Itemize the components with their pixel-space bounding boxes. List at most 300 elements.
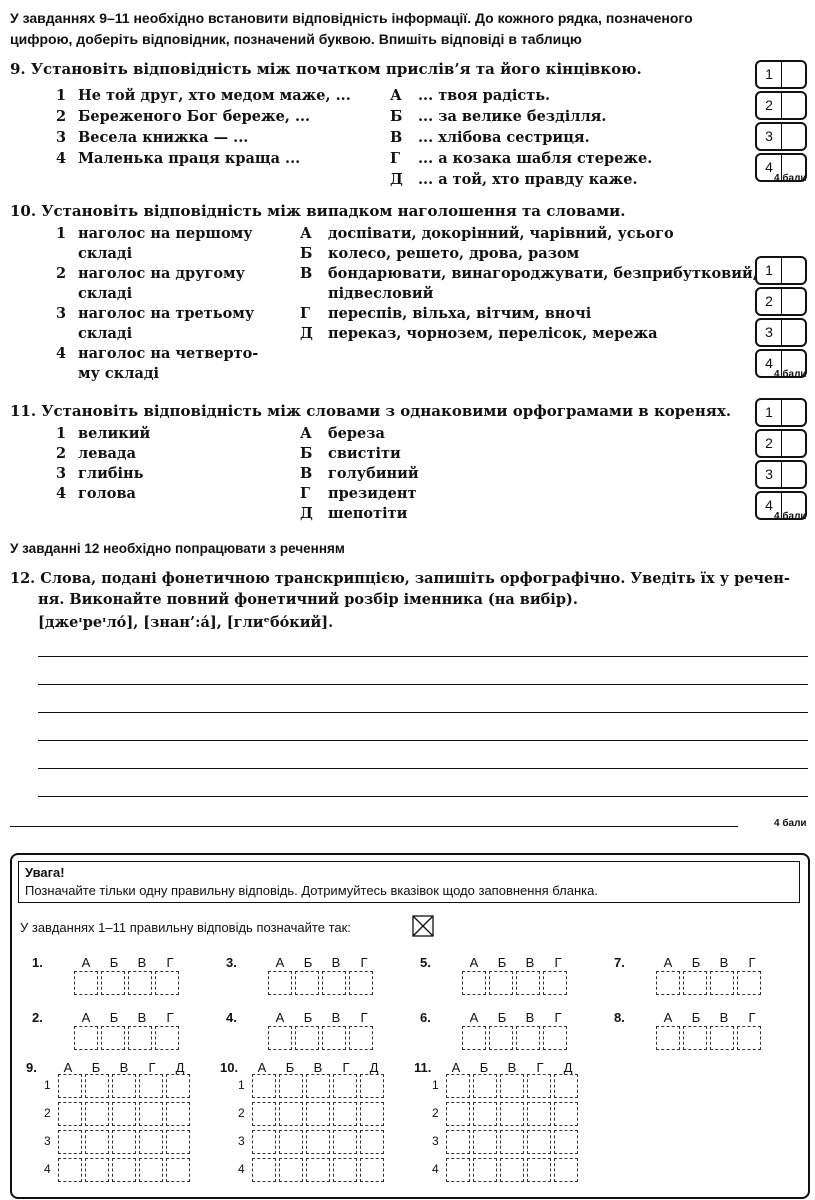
item-text: Весела книжка — ...: [78, 129, 249, 146]
item-text: наголос на другому: [78, 265, 245, 282]
answer-checkbox[interactable]: [139, 1130, 163, 1154]
answer-cell[interactable]: [755, 122, 807, 151]
answer-row-number: 3: [238, 1134, 245, 1148]
answer-letter: В: [331, 955, 341, 970]
answer-checkbox[interactable]: [85, 1074, 109, 1098]
answer-checkbox[interactable]: [128, 1026, 152, 1050]
answer-checkbox[interactable]: [306, 1074, 330, 1098]
answer-letter: Г: [148, 1060, 156, 1075]
answer-row-number: 3: [757, 124, 782, 149]
answer-letter: В: [525, 1010, 535, 1025]
answer-letters: [248, 1060, 388, 1075]
answer-checkbox[interactable]: [554, 1074, 578, 1098]
item-text: президент: [328, 485, 417, 502]
answer-checkbox[interactable]: [554, 1130, 578, 1154]
answer-letter: Б: [497, 955, 507, 970]
answer-row-number: 2: [757, 431, 782, 456]
answer-letters: [266, 955, 378, 970]
item-text: левада: [78, 445, 136, 462]
answer-line[interactable]: [10, 826, 738, 827]
answer-checkbox[interactable]: [527, 1130, 551, 1154]
answer-row-number: 4: [757, 493, 782, 518]
answer-letter: В: [719, 955, 729, 970]
answer-checkbox[interactable]: [279, 1158, 303, 1182]
item-letter: В: [300, 265, 313, 282]
answer-letter: А: [663, 1010, 673, 1025]
item-number: 1: [56, 425, 67, 442]
question-12-line2: ня. Виконайте повний фонетичний розбір іменника (на вибір).: [38, 591, 578, 608]
answer-checkbox[interactable]: [710, 971, 734, 995]
item-text: ... хлібова сестриця.: [418, 129, 590, 146]
answer-checkbox[interactable]: [516, 971, 540, 995]
item-text: великий: [78, 425, 151, 442]
answer-row-number: 4: [757, 155, 782, 180]
question-12-line1: 12. Слова, подані фонетичною транскрипцією, запишіть орфографічно. Уведіть їх у речен-: [10, 570, 790, 587]
answer-letter: Б: [285, 1060, 295, 1075]
answer-letter: А: [81, 955, 91, 970]
answer-letters: [460, 955, 572, 970]
answer-row-number: 1: [238, 1078, 245, 1092]
item-letter: Г: [300, 485, 311, 502]
answer-checkbox[interactable]: [279, 1102, 303, 1126]
answer-cell[interactable]: [755, 91, 807, 120]
item-letter: Б: [300, 245, 313, 262]
answer-checkbox[interactable]: [554, 1102, 578, 1126]
answer-box-row: [74, 971, 182, 995]
answer-row-number: 4: [44, 1162, 51, 1176]
item-letter: А: [300, 425, 312, 442]
answer-checkbox[interactable]: [489, 1026, 513, 1050]
answer-checkbox[interactable]: [112, 1158, 136, 1182]
answer-letter: Б: [109, 1010, 119, 1025]
item-text: Береженого Бог береже, ...: [78, 108, 311, 125]
answer-letter: В: [313, 1060, 323, 1075]
answer-checkbox[interactable]: [306, 1102, 330, 1126]
answer-checkbox[interactable]: [737, 1026, 761, 1050]
answer-letter: В: [331, 1010, 341, 1025]
answer-checkbox[interactable]: [349, 971, 373, 995]
crossed-box-icon: [412, 915, 434, 937]
answer-row-number: 1: [757, 400, 782, 425]
answer-cell[interactable]: [755, 398, 807, 427]
item-text: глибінь: [78, 465, 144, 482]
item-text: свистіти: [328, 445, 401, 462]
answer-checkbox[interactable]: [500, 1158, 524, 1182]
answer-checkbox[interactable]: [166, 1130, 190, 1154]
item-letter: А: [300, 225, 312, 242]
answer-box-row: [58, 1102, 193, 1126]
answer-box-q11[interactable]: [755, 398, 807, 522]
answer-letter: Г: [360, 1010, 368, 1025]
answer-checkbox[interactable]: [473, 1130, 497, 1154]
answer-letters: [654, 1010, 766, 1025]
answer-checkbox[interactable]: [112, 1074, 136, 1098]
answer-checkbox[interactable]: [85, 1158, 109, 1182]
answer-checkbox[interactable]: [58, 1158, 82, 1182]
answer-group-number: 2.: [32, 1010, 43, 1025]
answer-letter: Д: [563, 1060, 573, 1075]
answer-group-number: 8.: [614, 1010, 625, 1025]
question-10-title: 10. Установіть відповідність між випадком наголошення та словами.: [10, 202, 626, 220]
answer-letter: А: [451, 1060, 461, 1075]
answer-letter: Г: [554, 955, 562, 970]
item-number: 1: [56, 87, 67, 104]
answer-letter: А: [81, 1010, 91, 1025]
answer-checkbox[interactable]: [516, 1026, 540, 1050]
answer-checkbox[interactable]: [139, 1158, 163, 1182]
item-text: ... а той, хто правду каже.: [418, 171, 638, 188]
item-text: переказ, чорнозем, перелісок, мережа: [328, 325, 658, 342]
answer-row-number: 2: [757, 289, 782, 314]
item-text: підвесловий: [328, 285, 434, 302]
item-text: наголос на четверто-: [78, 345, 259, 362]
answer-letters: [54, 1060, 194, 1075]
answer-checkbox[interactable]: [737, 971, 761, 995]
answer-checkbox[interactable]: [58, 1102, 82, 1126]
item-text: голова: [78, 485, 136, 502]
mark-instruction: У завданнях 1–11 правильну відповідь позначайте так:: [20, 920, 351, 935]
answer-checkbox[interactable]: [360, 1130, 384, 1154]
answer-checkbox[interactable]: [58, 1130, 82, 1154]
item-text: складі: [78, 245, 133, 262]
answer-checkbox[interactable]: [279, 1130, 303, 1154]
answer-letter: Г: [166, 1010, 174, 1025]
answer-letter: Г: [536, 1060, 544, 1075]
item-text: наголос на першому: [78, 225, 253, 242]
answer-checkbox[interactable]: [500, 1102, 524, 1126]
answer-checkbox[interactable]: [58, 1074, 82, 1098]
item-letter: Д: [300, 325, 313, 342]
points-q11: 4 бали: [774, 511, 807, 522]
answer-checkbox[interactable]: [74, 971, 98, 995]
answer-checkbox[interactable]: [360, 1102, 384, 1126]
answer-row-number: 3: [757, 320, 782, 345]
answer-row-number: 2: [432, 1106, 439, 1120]
answer-box-row: [656, 971, 764, 995]
item-letter: В: [300, 465, 313, 482]
answer-box-row: [252, 1158, 387, 1182]
answer-checkbox[interactable]: [333, 1074, 357, 1098]
item-number: 2: [56, 108, 67, 125]
answer-cell[interactable]: [755, 287, 807, 316]
answer-row-number: 4: [757, 351, 782, 376]
answer-checkbox[interactable]: [295, 1026, 319, 1050]
answer-box-row: [252, 1102, 387, 1126]
answer-letter: Д: [175, 1060, 185, 1075]
answer-checkbox[interactable]: [500, 1074, 524, 1098]
answer-sheet-panel: [10, 853, 810, 1199]
answer-line[interactable]: [38, 740, 808, 741]
answer-box-row: [462, 1026, 570, 1050]
item-text: шепотіти: [328, 505, 408, 522]
answer-checkbox[interactable]: [85, 1102, 109, 1126]
answer-letters: [442, 1060, 582, 1075]
answer-checkbox[interactable]: [112, 1130, 136, 1154]
answer-letter: Б: [691, 955, 701, 970]
answer-letter: Б: [109, 955, 119, 970]
answer-box-row: [58, 1130, 193, 1154]
answer-box-row: [252, 1130, 387, 1154]
answer-letter: Б: [303, 955, 313, 970]
points-q12: 4 бали: [774, 818, 807, 829]
answer-group-number: 10.: [220, 1060, 239, 1075]
item-letter: Б: [390, 108, 403, 125]
answer-letter: Б: [497, 1010, 507, 1025]
answer-group-number: 7.: [614, 955, 625, 970]
answer-cell[interactable]: [755, 318, 807, 347]
item-number: 4: [56, 345, 67, 362]
item-text: наголос на третьому: [78, 305, 255, 322]
answer-group-number: 5.: [420, 955, 431, 970]
answer-checkbox[interactable]: [268, 971, 292, 995]
answer-checkbox[interactable]: [101, 971, 125, 995]
answer-checkbox[interactable]: [446, 1130, 470, 1154]
answer-row-number: 3: [44, 1134, 51, 1148]
item-text: складі: [78, 325, 133, 342]
answer-checkbox[interactable]: [473, 1102, 497, 1126]
answer-checkbox[interactable]: [295, 971, 319, 995]
answer-checkbox[interactable]: [128, 971, 152, 995]
answer-letter: Г: [360, 955, 368, 970]
item-text: ... а козака шабля стереже.: [418, 150, 653, 167]
answer-checkbox[interactable]: [683, 1026, 707, 1050]
item-text: складі: [78, 285, 133, 302]
answer-checkbox[interactable]: [252, 1130, 276, 1154]
answer-checkbox[interactable]: [360, 1158, 384, 1182]
answer-checkbox[interactable]: [166, 1158, 190, 1182]
answer-row-number: 1: [44, 1078, 51, 1092]
answer-letter: А: [663, 955, 673, 970]
question-11-title: 11. Установіть відповідність між словами з однаковими орфограмами в коренях.: [10, 402, 732, 420]
answer-letter: А: [469, 955, 479, 970]
answer-letter: Г: [748, 955, 756, 970]
answer-checkbox[interactable]: [252, 1102, 276, 1126]
answer-line[interactable]: [38, 796, 808, 797]
answer-letter: Г: [166, 955, 174, 970]
answer-row-number: 3: [757, 462, 782, 487]
answer-checkbox[interactable]: [166, 1102, 190, 1126]
item-text: му складі: [78, 365, 160, 382]
item-text: доспівати, докорінний, чарівний, усього: [328, 225, 674, 242]
answer-letter: Б: [479, 1060, 489, 1075]
answer-letter: В: [137, 955, 147, 970]
item-text: голубиний: [328, 465, 419, 482]
item-letter: Д: [300, 505, 313, 522]
answer-checkbox[interactable]: [155, 1026, 179, 1050]
answer-checkbox[interactable]: [155, 971, 179, 995]
answer-checkbox[interactable]: [446, 1158, 470, 1182]
answer-box-row: [268, 1026, 376, 1050]
answer-row-number: 2: [44, 1106, 51, 1120]
item-number: 4: [56, 150, 67, 167]
item-text: береза: [328, 425, 385, 442]
answer-cell[interactable]: [755, 429, 807, 458]
answer-checkbox[interactable]: [527, 1102, 551, 1126]
answer-checkbox[interactable]: [306, 1158, 330, 1182]
answer-checkbox[interactable]: [112, 1102, 136, 1126]
item-text: переспів, вільха, вітчим, вночі: [328, 305, 592, 322]
answer-row-number: 2: [757, 93, 782, 118]
answer-checkbox[interactable]: [462, 971, 486, 995]
section-header-12: У завданні 12 необхідно попрацювати з реченням: [10, 541, 345, 556]
item-letter: А: [390, 87, 402, 104]
section-header-9-11: У завданнях 9–11 необхідно встановити відповідність інформації. До кожного рядка, позначеного цифрою, доберіть відповідник, позначений буквою. Впишіть відповіді в таблицю: [10, 10, 693, 47]
answer-row-number: 4: [238, 1162, 245, 1176]
answer-box-row: [656, 1026, 764, 1050]
answer-checkbox[interactable]: [322, 1026, 346, 1050]
item-text: Не той друг, хто медом маже, ...: [78, 87, 351, 104]
answer-checkbox[interactable]: [656, 1026, 680, 1050]
notice-title: Увага!: [25, 865, 65, 880]
answer-letter: В: [507, 1060, 517, 1075]
item-text: ... твоя радість.: [418, 87, 551, 104]
answer-box-q9[interactable]: [755, 60, 807, 184]
answer-box-row: [446, 1102, 581, 1126]
answer-line[interactable]: [38, 712, 808, 713]
answer-checkbox[interactable]: [554, 1158, 578, 1182]
answer-letter: В: [525, 955, 535, 970]
item-letter: Г: [390, 150, 401, 167]
answer-letter: Г: [748, 1010, 756, 1025]
answer-row-number: 1: [757, 62, 782, 87]
answer-row-number: 1: [757, 258, 782, 283]
answer-checkbox[interactable]: [543, 1026, 567, 1050]
answer-group-number: 1.: [32, 955, 43, 970]
item-number: 1: [56, 225, 67, 242]
answer-cell[interactable]: [755, 60, 807, 89]
answer-checkbox[interactable]: [333, 1158, 357, 1182]
item-number: 3: [56, 305, 67, 322]
answer-box-row: [58, 1074, 193, 1098]
answer-letters: [72, 955, 184, 970]
answer-checkbox[interactable]: [101, 1026, 125, 1050]
answer-group-number: 11.: [414, 1060, 432, 1075]
answer-letter: А: [275, 1010, 285, 1025]
answer-letters: [72, 1010, 184, 1025]
answer-checkbox[interactable]: [473, 1074, 497, 1098]
answer-letter: В: [137, 1010, 147, 1025]
answer-letter: В: [719, 1010, 729, 1025]
answer-letter: А: [275, 955, 285, 970]
answer-box-row: [446, 1130, 581, 1154]
answer-checkbox[interactable]: [252, 1074, 276, 1098]
answer-cell[interactable]: [755, 256, 807, 285]
answer-letters: [460, 1010, 572, 1025]
points-q9: 4 бали: [774, 173, 807, 184]
answer-checkbox[interactable]: [85, 1130, 109, 1154]
answer-checkbox[interactable]: [462, 1026, 486, 1050]
answer-row-number: 4: [432, 1162, 439, 1176]
answer-checkbox[interactable]: [527, 1158, 551, 1182]
item-text: Маленька праця краща ...: [78, 150, 301, 167]
answer-checkbox[interactable]: [139, 1102, 163, 1126]
answer-box-row: [252, 1074, 387, 1098]
answer-letter: А: [63, 1060, 73, 1075]
points-q10: 4 бали: [774, 369, 807, 380]
answer-checkbox[interactable]: [656, 971, 680, 995]
answer-letter: Г: [554, 1010, 562, 1025]
answer-box-row: [446, 1158, 581, 1182]
answer-checkbox[interactable]: [683, 971, 707, 995]
answer-letter: А: [469, 1010, 479, 1025]
answer-letters: [266, 1010, 378, 1025]
answer-checkbox[interactable]: [333, 1102, 357, 1126]
item-text: колесо, решето, дрова, разом: [328, 245, 580, 262]
item-number: 3: [56, 465, 67, 482]
answer-letter: Б: [303, 1010, 313, 1025]
answer-checkbox[interactable]: [279, 1074, 303, 1098]
answer-line[interactable]: [38, 656, 808, 657]
answer-group-number: 4.: [226, 1010, 237, 1025]
answer-box-row: [74, 1026, 182, 1050]
answer-box-row: [58, 1158, 193, 1182]
notice-box: [18, 861, 800, 903]
answer-checkbox[interactable]: [349, 1026, 373, 1050]
answer-box-row: [446, 1074, 581, 1098]
answer-letter: Б: [691, 1010, 701, 1025]
answer-box-q10[interactable]: [755, 256, 807, 380]
answer-checkbox[interactable]: [543, 971, 567, 995]
question-9-title: 9. Установіть відповідність між початком прислів’я та його кінцівкою.: [10, 60, 642, 78]
answer-letter: Б: [91, 1060, 101, 1075]
answer-checkbox[interactable]: [306, 1130, 330, 1154]
answer-group-number: 6.: [420, 1010, 431, 1025]
item-number: 2: [56, 445, 67, 462]
answer-checkbox[interactable]: [252, 1158, 276, 1182]
answer-group-number: 9.: [26, 1060, 37, 1075]
answer-line[interactable]: [38, 768, 808, 769]
answer-checkbox[interactable]: [360, 1074, 384, 1098]
answer-row-number: 1: [432, 1078, 439, 1092]
item-number: 3: [56, 129, 67, 146]
item-text: бондарювати, винагороджувати, безприбутковий,: [328, 265, 758, 282]
answer-checkbox[interactable]: [710, 1026, 734, 1050]
answer-checkbox[interactable]: [527, 1074, 551, 1098]
answer-checkbox[interactable]: [74, 1026, 98, 1050]
answer-letters: [654, 955, 766, 970]
answer-line[interactable]: [38, 684, 808, 685]
item-letter: Г: [300, 305, 311, 322]
answer-checkbox[interactable]: [446, 1102, 470, 1126]
question-12-transcription: [джеᶦреᶦло́], [знан’:а́], [глиᵉбо́кий].: [38, 614, 334, 631]
item-text: ... за велике безділля.: [418, 108, 607, 125]
answer-box-row: [462, 971, 570, 995]
answer-checkbox[interactable]: [473, 1158, 497, 1182]
answer-letter: Д: [369, 1060, 379, 1075]
answer-letter: В: [119, 1060, 129, 1075]
answer-letter: Г: [342, 1060, 350, 1075]
item-letter: Д: [390, 171, 403, 188]
answer-checkbox[interactable]: [446, 1074, 470, 1098]
answer-checkbox[interactable]: [139, 1074, 163, 1098]
answer-checkbox[interactable]: [500, 1130, 524, 1154]
answer-box-row: [268, 971, 376, 995]
answer-checkbox[interactable]: [489, 971, 513, 995]
answer-row-number: 3: [432, 1134, 439, 1148]
answer-group-number: 3.: [226, 955, 237, 970]
answer-cell[interactable]: [755, 460, 807, 489]
answer-checkbox[interactable]: [268, 1026, 292, 1050]
item-number: 2: [56, 265, 67, 282]
item-number: 4: [56, 485, 67, 502]
item-letter: В: [390, 129, 403, 146]
answer-checkbox[interactable]: [333, 1130, 357, 1154]
item-letter: Б: [300, 445, 313, 462]
notice-text: Позначайте тільки одну правильну відповідь. Дотримуйтесь вказівок щодо заповнення бланка.: [25, 883, 598, 898]
answer-checkbox[interactable]: [322, 971, 346, 995]
answer-checkbox[interactable]: [166, 1074, 190, 1098]
answer-letter: А: [257, 1060, 267, 1075]
